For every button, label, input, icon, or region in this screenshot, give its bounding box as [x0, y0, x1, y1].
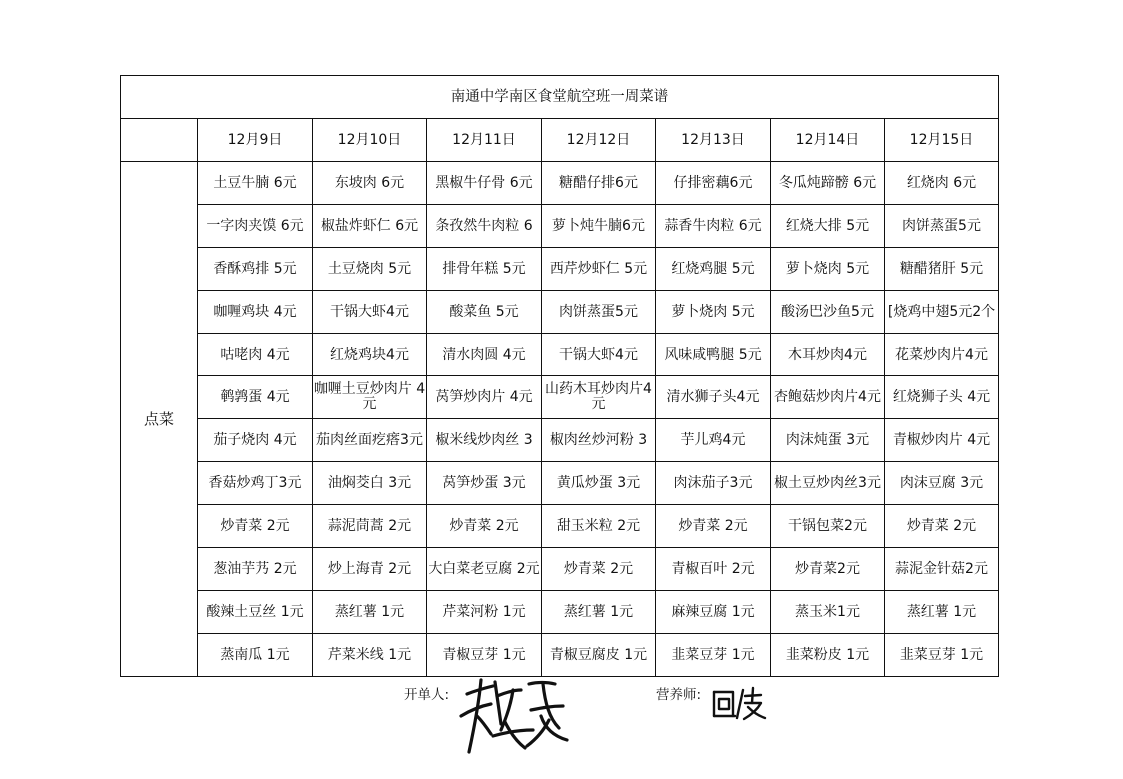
dish-cell: 红烧大排 5元: [771, 204, 885, 247]
dish-cell: 萝卜烧肉 5元: [656, 290, 771, 333]
dish-cell: 蒸玉米1元: [771, 590, 885, 633]
dish-cell: 香菇炒鸡丁3元: [198, 462, 313, 505]
dish-cell: 炒青菜 2元: [542, 548, 656, 591]
menu-row: [121, 590, 999, 633]
nutritionist-signature: [709, 686, 769, 722]
dish-cell: 葱油芋艿 2元: [198, 548, 313, 591]
dish-cell: 肉沫炖蛋 3元: [771, 419, 885, 462]
dish-cell: 酸菜鱼 5元: [427, 290, 542, 333]
dish-cell: 莴笋炒肉片 4元: [427, 376, 542, 419]
dish-cell: 莴笋炒蛋 3元: [427, 462, 542, 505]
date-header: 12月14日: [771, 119, 885, 162]
dish-cell: 条孜然牛肉粒 6: [427, 204, 542, 247]
dish-cell: 冬瓜炖蹄髈 6元: [771, 162, 885, 205]
dish-cell: 肉饼蒸蛋5元: [542, 290, 656, 333]
dish-cell: 椒土豆炒肉丝3元: [771, 462, 885, 505]
dish-cell: 仔排密藕6元: [656, 162, 771, 205]
dish-cell: 椒肉丝炒河粉 3: [542, 419, 656, 462]
dish-cell: 香酥鸡排 5元: [198, 247, 313, 290]
dish-cell: 东坡肉 6元: [313, 162, 427, 205]
date-header: 12月10日: [313, 119, 427, 162]
dish-cell: 蒜泥金针菇2元: [885, 548, 999, 591]
dish-cell: 红烧狮子头 4元: [885, 376, 999, 419]
dish-cell: 咖喱鸡块 4元: [198, 290, 313, 333]
dish-cell: 麻辣豆腐 1元: [656, 590, 771, 633]
dish-cell: 黑椒牛仔骨 6元: [427, 162, 542, 205]
date-header-row: [121, 119, 999, 162]
menu-row: [121, 419, 999, 462]
dish-cell: 青椒豆腐皮 1元: [542, 633, 656, 676]
dish-cell: 糖醋猪肝 5元: [885, 247, 999, 290]
dish-cell: 茄子烧肉 4元: [198, 419, 313, 462]
dish-cell: 油焖茭白 3元: [313, 462, 427, 505]
dish-cell: 红烧肉 6元: [885, 162, 999, 205]
menu-title: 南通中学南区食堂航空班一周菜谱: [121, 76, 999, 119]
dish-cell: 鹌鹑蛋 4元: [198, 376, 313, 419]
menu-table: [120, 75, 999, 677]
date-header: 12月11日: [427, 119, 542, 162]
dish-cell: 青椒百叶 2元: [656, 548, 771, 591]
dish-cell: 干锅包菜2元: [771, 505, 885, 548]
dish-cell: 大白菜老豆腐 2元: [427, 548, 542, 591]
dish-cell: 排骨年糕 5元: [427, 247, 542, 290]
dish-cell: 咕咾肉 4元: [198, 333, 313, 376]
dish-cell: 蒜香牛肉粒 6元: [656, 204, 771, 247]
dish-cell: 蒸红薯 1元: [885, 590, 999, 633]
dish-cell: 西芹炒虾仁 5元: [542, 247, 656, 290]
menu-row: [121, 633, 999, 676]
dish-cell: 青椒炒肉片 4元: [885, 419, 999, 462]
date-header: 12月13日: [656, 119, 771, 162]
dish-cell: 红烧鸡腿 5元: [656, 247, 771, 290]
dish-cell: 椒米线炒肉丝 3: [427, 419, 542, 462]
menu-row: [121, 333, 999, 376]
menu-body: [121, 162, 999, 677]
dish-cell: 清水肉圆 4元: [427, 333, 542, 376]
dish-cell: 酸辣土豆丝 1元: [198, 590, 313, 633]
dish-cell: 茄肉丝面疙瘩3元: [313, 419, 427, 462]
dish-cell: 炒青菜 2元: [656, 505, 771, 548]
nutritionist-label: 营养师:: [656, 687, 702, 703]
dish-cell: 木耳炒肉4元: [771, 333, 885, 376]
dish-cell: 山药木耳炒肉片4元: [542, 376, 656, 419]
menu-row: [121, 290, 999, 333]
dish-cell: 糖醋仔排6元: [542, 162, 656, 205]
menu-row: [121, 162, 999, 205]
dish-cell: 韭菜粉皮 1元: [771, 633, 885, 676]
category-label: 点菜: [121, 162, 198, 677]
dish-cell: 杏鲍菇炒肉片4元: [771, 376, 885, 419]
dish-cell: 肉沫豆腐 3元: [885, 462, 999, 505]
dish-cell: 青椒豆芽 1元: [427, 633, 542, 676]
dish-cell: 肉沫茄子3元: [656, 462, 771, 505]
dish-cell: 韭菜豆芽 1元: [656, 633, 771, 676]
dish-cell: 肉饼蒸蛋5元: [885, 204, 999, 247]
dish-cell: 土豆牛腩 6元: [198, 162, 313, 205]
dish-cell: 酸汤巴沙鱼5元: [771, 290, 885, 333]
dish-cell: 干锅大虾4元: [542, 333, 656, 376]
dish-cell: 韭菜豆芽 1元: [885, 633, 999, 676]
dish-cell: 风味咸鸭腿 5元: [656, 333, 771, 376]
dish-cell: [烧鸡中翅5元2个: [885, 290, 999, 333]
dish-cell: 干锅大虾4元: [313, 290, 427, 333]
dish-cell: 萝卜炖牛腩6元: [542, 204, 656, 247]
dish-cell: 蒜泥茼蒿 2元: [313, 505, 427, 548]
dish-cell: 炒青菜 2元: [427, 505, 542, 548]
date-header: 12月9日: [198, 119, 313, 162]
menu-row: [121, 505, 999, 548]
dish-cell: 咖喱土豆炒肉片 4元: [313, 376, 427, 419]
date-header: 12月12日: [542, 119, 656, 162]
menu-row: [121, 462, 999, 505]
menu-row: [121, 204, 999, 247]
issuer-signature: [455, 676, 573, 758]
date-header: 12月15日: [885, 119, 999, 162]
dish-cell: 炒青菜2元: [771, 548, 885, 591]
dish-cell: 芹菜河粉 1元: [427, 590, 542, 633]
dish-cell: 椒盐炸虾仁 6元: [313, 204, 427, 247]
dish-cell: 甜玉米粒 2元: [542, 505, 656, 548]
menu-row: [121, 376, 999, 419]
dish-cell: 炒青菜 2元: [885, 505, 999, 548]
dish-cell: 一字肉夹馍 6元: [198, 204, 313, 247]
dish-cell: 芹菜米线 1元: [313, 633, 427, 676]
dish-cell: 清水狮子头4元: [656, 376, 771, 419]
dish-cell: 萝卜烧肉 5元: [771, 247, 885, 290]
dish-cell: 花菜炒肉片4元: [885, 333, 999, 376]
menu-row: [121, 247, 999, 290]
dish-cell: 蒸红薯 1元: [313, 590, 427, 633]
dish-cell: 蒸南瓜 1元: [198, 633, 313, 676]
menu-row: [121, 548, 999, 591]
dish-cell: 土豆烧肉 5元: [313, 247, 427, 290]
issuer-label: 开单人:: [404, 687, 450, 703]
dish-cell: 红烧鸡块4元: [313, 333, 427, 376]
dish-cell: 芋儿鸡4元: [656, 419, 771, 462]
corner-cell: [121, 119, 198, 162]
dish-cell: 黄瓜炒蛋 3元: [542, 462, 656, 505]
dish-cell: 炒青菜 2元: [198, 505, 313, 548]
dish-cell: 蒸红薯 1元: [542, 590, 656, 633]
dish-cell: 炒上海青 2元: [313, 548, 427, 591]
